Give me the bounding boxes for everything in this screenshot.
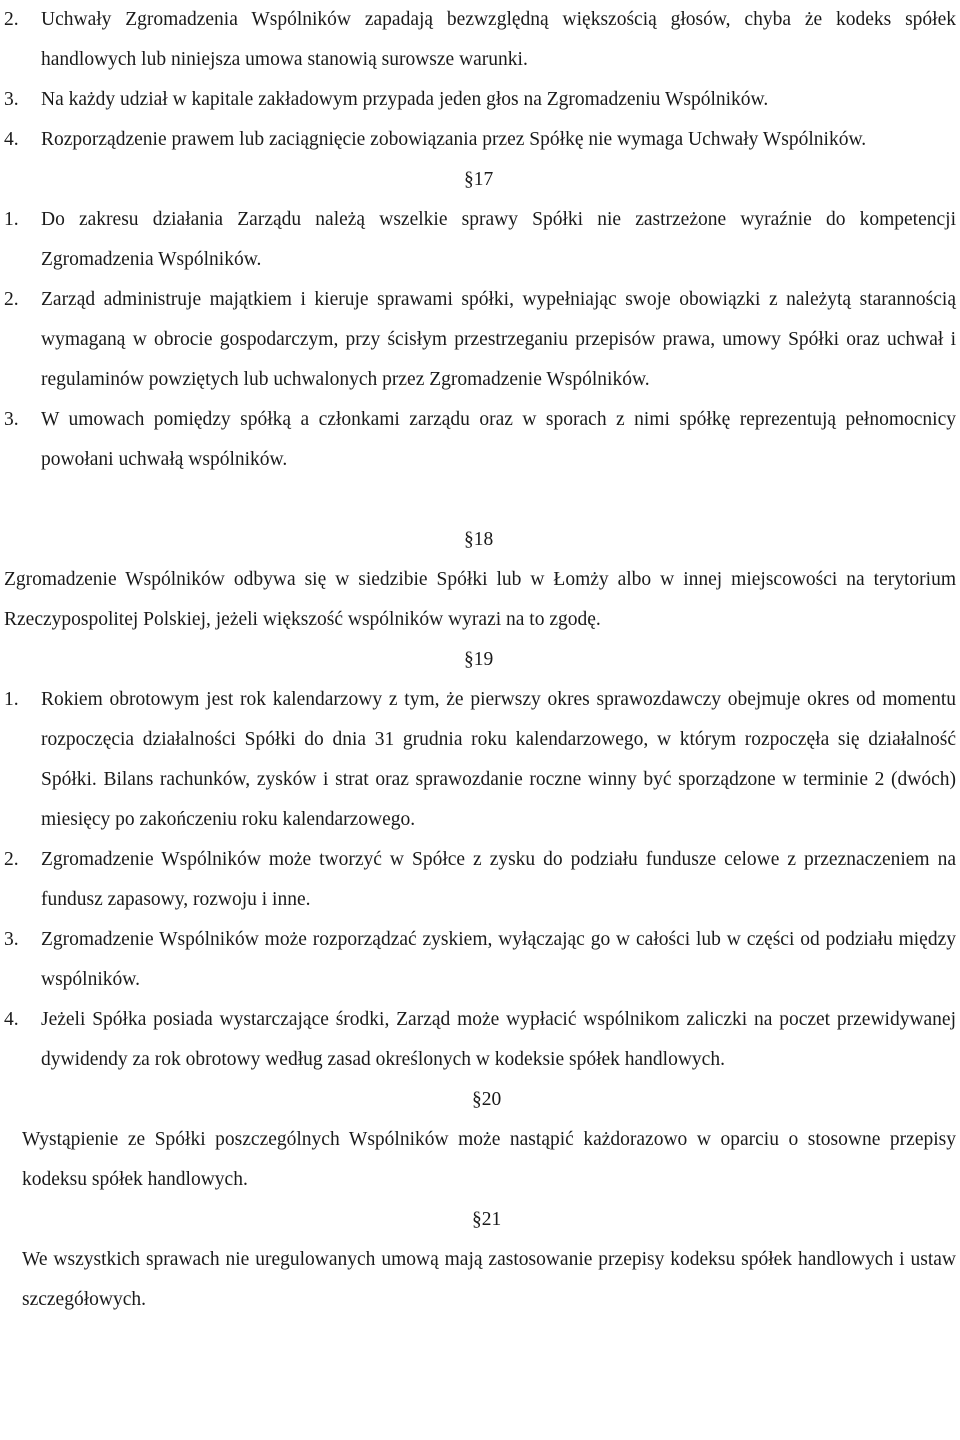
item-number: 2. [4, 9, 19, 30]
item-text: W umowach pomiędzy spółką a członkami zarządu oraz w sporach z nimi spółkę reprezentują pełnomocnicy powołani uchwałą wspólników. [41, 409, 956, 470]
list-item [0, 120, 960, 160]
item-text: Zgromadzenie Wspólników może tworzyć w Spółce z zysku do podziału fundusze celowe z przeznaczeniem na fundusz zapasowy, rozwoju i inne. [41, 849, 956, 910]
list-item [0, 840, 960, 920]
section-heading-text: §20 [472, 1089, 502, 1110]
list-item [0, 680, 960, 840]
item-number: 3. [4, 89, 19, 110]
item-text: Zarząd administruje majątkiem i kieruje sprawami spółki, wypełniając swoje obowiązki z należytą starannością wymaganą w obrocie gospodarczym, przy ścisłym przestrzeganiu przepisów prawa, umowy Spółki oraz uchwał i regulaminów powziętych lub uchwalonych przez Zgromadzenie Wspólników. [41, 289, 956, 390]
list-item [0, 1000, 960, 1080]
section-paragraph: We wszystkich sprawach nie uregulowanych umową mają zastosowanie przepisy kodeksu spółek handlowych i ustaw szczegółowych. [22, 1249, 956, 1310]
section-19 [0, 640, 960, 1080]
list-item [0, 80, 960, 120]
section-heading-text: §17 [464, 169, 494, 190]
section-heading [0, 160, 960, 200]
section-heading [0, 520, 960, 560]
item-number: 1. [4, 689, 19, 710]
section-16-continuation [0, 0, 960, 160]
list-item [0, 0, 960, 80]
section-paragraph: Wystąpienie ze Spółki poszczególnych Wspólników może nastąpić każdorazowo w oparciu o stosowne przepisy kodeksu spółek handlowych. [22, 1129, 956, 1190]
section-21 [0, 1200, 960, 1320]
list-item [0, 280, 960, 400]
spacer [0, 480, 960, 520]
item-number: 2. [4, 849, 19, 870]
item-number: 2. [4, 289, 19, 310]
item-text: Na każdy udział w kapitale zakładowym przypada jeden głos na Zgromadzeniu Wspólników. [41, 89, 769, 110]
item-number: 1. [4, 209, 19, 230]
item-number: 3. [4, 409, 19, 430]
item-number: 4. [4, 129, 19, 150]
section-heading [0, 640, 960, 680]
item-number: 3. [4, 929, 19, 950]
list-item [0, 920, 960, 1000]
item-text: Rozporządzenie prawem lub zaciągnięcie zobowiązania przez Spółkę nie wymaga Uchwały Wspólników. [41, 129, 867, 150]
item-number: 4. [4, 1009, 19, 1030]
item-text: Do zakresu działania Zarządu należą wszelkie sprawy Spółki nie zastrzeżone wyraźnie do kompetencji Zgromadzenia Wspólników. [41, 209, 956, 270]
item-text: Jeżeli Spółka posiada wystarczające środki, Zarząd może wypłacić wspólnikom zaliczki na poczet przewidywanej dywidendy za rok obrotowy według zasad określonych w kodeksie spółek handlowych. [41, 1009, 956, 1070]
section-20 [0, 1080, 960, 1200]
section-heading-text: §21 [472, 1209, 502, 1230]
item-text: Rokiem obrotowym jest rok kalendarzowy z tym, że pierwszy okres sprawozdawczy obejmuje okres od momentu rozpoczęcia działalności Spółki do dnia 31 grudnia roku kalendarzowego, w którym rozpoczęła się działalność Spółki. Bilans rachunków, zysków i strat oraz sprawozdanie roczne winny być sporządzone w terminie 2 (dwóch) miesięcy po zakończeniu roku kalendarzowego. [41, 689, 956, 830]
section-heading-text: §18 [464, 529, 494, 550]
item-text: Zgromadzenie Wspólników może rozporządzać zyskiem, wyłączając go w całości lub w części od podziału między wspólników. [41, 929, 956, 990]
section-heading [0, 1200, 960, 1240]
list-item [0, 200, 960, 280]
section-18 [0, 520, 960, 640]
list-item [0, 400, 960, 480]
section-paragraph: Zgromadzenie Wspólników odbywa się w siedzibie Spółki lub w Łomży albo w innej miejscowości na terytorium Rzeczypospolitej Polskiej, jeżeli większość wspólników wyrazi na to zgodę. [4, 569, 956, 630]
section-heading [0, 1080, 960, 1120]
section-17 [0, 160, 960, 480]
item-text: Uchwały Zgromadzenia Wspólników zapadają bezwzględną większością głosów, chyba że kodeks spółek handlowych lub niniejsza umowa stanowią surowsze warunki. [41, 9, 956, 70]
section-heading-text: §19 [464, 649, 494, 670]
